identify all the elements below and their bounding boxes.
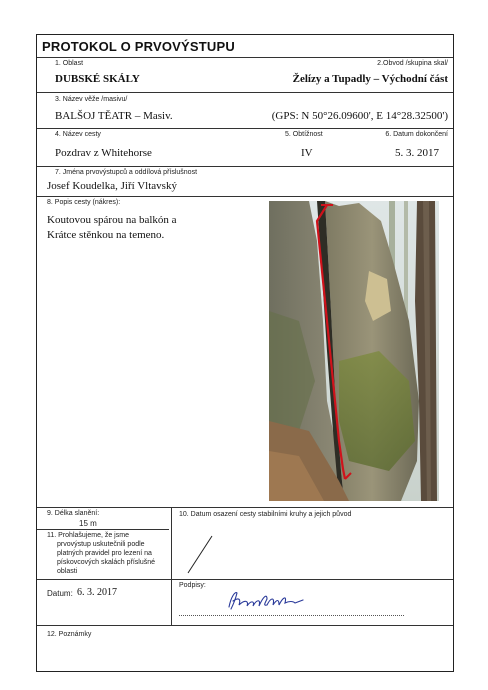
cross-out-slash: [182, 533, 222, 577]
route-label: 4. Název cesty: [55, 131, 101, 138]
bolts-date-label: 10. Datum osazení cesty stabilními kruhy a jejich původ: [179, 511, 352, 518]
area-label: 1. Oblast: [55, 60, 84, 67]
difficulty-label: 5. Obtížnost: [285, 131, 323, 138]
notes-label: 12. Poznámky: [47, 631, 92, 638]
rappel-value: 15 m: [79, 519, 97, 528]
date-completed-label: 6. Datum dokončení: [385, 131, 448, 138]
declaration-line-4: pískovcových skalách příslušné: [57, 559, 156, 566]
rappel-label: 9. Délka slanění:: [47, 510, 100, 517]
declaration-line-3: platných pravidel pro lezení na: [57, 550, 152, 557]
gps-value: (GPS: N 50°26.09600', E 14°28.32500'): [271, 110, 448, 122]
route-photo: [269, 201, 439, 501]
tower-label: 3. Název věže /masivu/: [55, 96, 128, 103]
route-value: Pozdrav z Whitehorse: [55, 147, 152, 159]
declaration-line-1: 11. Prohlašujeme, že jsme: [47, 532, 129, 539]
signature-line: [179, 615, 404, 616]
divider: [37, 92, 453, 93]
climbers-value: Josef Koudelka, Jiří Vltavský: [47, 180, 177, 192]
difficulty-value: IV: [301, 147, 313, 159]
declaration-line-5: oblasti: [57, 568, 78, 575]
climbers-label: 7. Jména prvovýstupců a oddílová příslušnost: [55, 169, 198, 176]
date-label: Datum:: [47, 589, 73, 598]
district-label: 2.Obvod /skupina skal/: [377, 60, 448, 67]
date-completed-value: 5. 3. 2017: [395, 147, 439, 159]
divider: [37, 529, 169, 530]
divider: [37, 625, 453, 626]
declaration-line-2: prvovýstup uskutečnili podle: [57, 541, 145, 548]
signature: [223, 587, 313, 615]
tower-value: BALŠOJ TĚATR – Masiv.: [55, 110, 173, 122]
divider: [37, 507, 453, 508]
description-label: 8. Popis cesty (nákres):: [47, 199, 121, 206]
divider: [171, 507, 172, 625]
divider: [37, 166, 453, 167]
divider: [37, 579, 453, 580]
signatures-label: Podpisy:: [179, 582, 206, 589]
district-value: Želízy a Tupadly – Východní část: [292, 73, 448, 85]
area-value: DUBSKÉ SKÁLY: [55, 73, 140, 85]
description-line-2: Krátce stěnkou na temeno.: [47, 229, 165, 241]
form-title: PROTOKOL O PRVOVÝSTUPU: [42, 39, 235, 54]
divider: [37, 196, 453, 197]
description-line-1: Koutovou spárou na balkón a: [47, 214, 177, 226]
divider: [37, 57, 453, 58]
date-value: 6. 3. 2017: [77, 587, 117, 598]
divider: [37, 128, 453, 129]
protocol-form: [36, 34, 454, 672]
